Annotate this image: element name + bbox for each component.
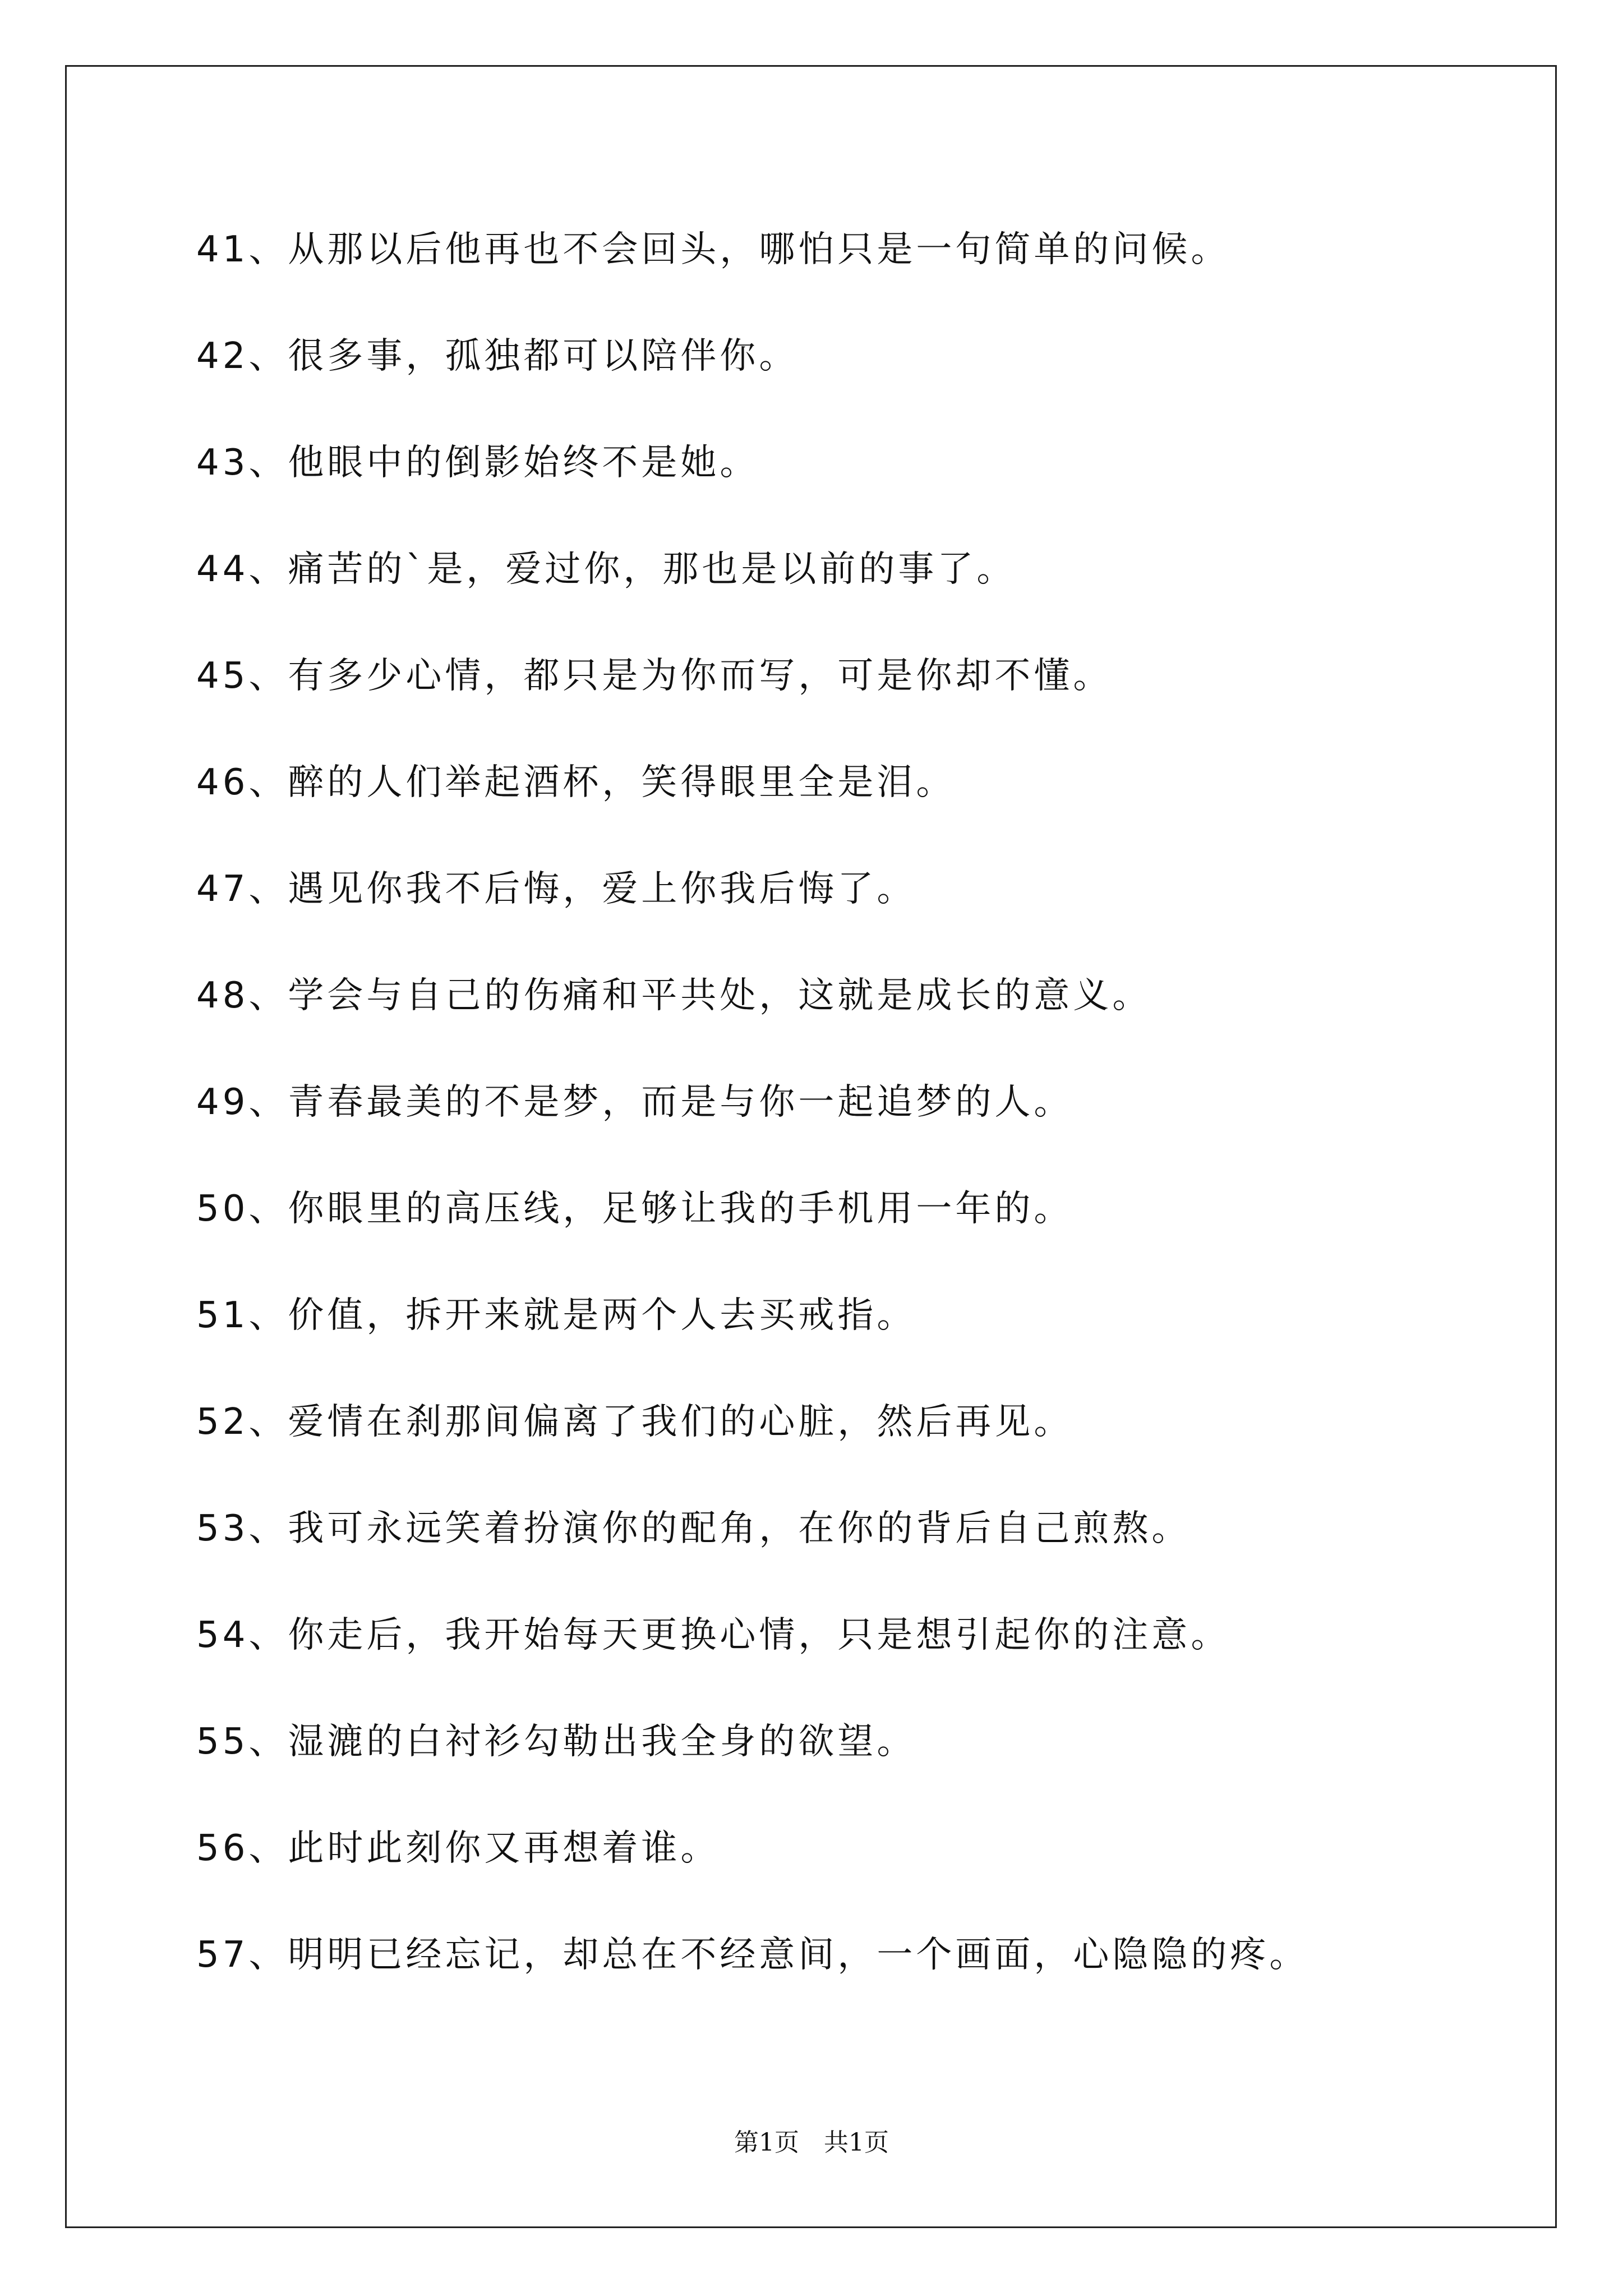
text-line: 55、湿漉的白衬衫勾勒出我全身的欲望。 bbox=[196, 1721, 916, 1763]
text-line: 44、痛苦的`是，爱过你，那也是以前的事了。 bbox=[196, 549, 1016, 590]
text-line: 51、价值，拆开来就是两个人去买戒指。 bbox=[196, 1295, 916, 1336]
text-line: 43、他眼中的倒影始终不是她。 bbox=[196, 442, 759, 484]
page-number-current: 第1页 bbox=[734, 2128, 799, 2157]
text-line: 56、此时此刻你又再想着谁。 bbox=[196, 1828, 720, 1869]
page-footer bbox=[0, 2127, 1623, 2159]
text-line: 49、青春最美的不是梦，而是与你一起追梦的人。 bbox=[196, 1082, 1073, 1123]
text-line: 41、从那以后他再也不会回头，哪怕只是一句简单的问候。 bbox=[196, 229, 1230, 270]
text-line: 52、爱情在刹那间偏离了我们的心脏，然后再见。 bbox=[196, 1401, 1073, 1443]
text-line: 45、有多少心情，都只是为你而写，可是你却不懂。 bbox=[196, 655, 1113, 697]
text-line: 54、你走后，我开始每天更换心情，只是想引起你的注意。 bbox=[196, 1614, 1230, 1656]
text-line: 57、明明已经忘记，却总在不经意间，一个画面，心隐隐的疼。 bbox=[196, 1934, 1309, 1976]
text-line: 48、学会与自己的伤痛和平共处，这就是成长的意义。 bbox=[196, 975, 1152, 1016]
page-number-total: 共1页 bbox=[824, 2128, 889, 2157]
text-line: 53、我可永远笑着扮演你的配角，在你的背后自己煎熬。 bbox=[196, 1508, 1191, 1549]
text-line: 47、遇见你我不后悔，爱上你我后悔了。 bbox=[196, 868, 916, 910]
text-line: 50、你眼里的高压线，足够让我的手机用一年的。 bbox=[196, 1188, 1073, 1230]
text-line: 46、醉的人们举起酒杯，笑得眼里全是泪。 bbox=[196, 762, 956, 803]
text-lines bbox=[196, 226, 1486, 2037]
text-line: 42、很多事，孤独都可以陪伴你。 bbox=[196, 335, 799, 377]
